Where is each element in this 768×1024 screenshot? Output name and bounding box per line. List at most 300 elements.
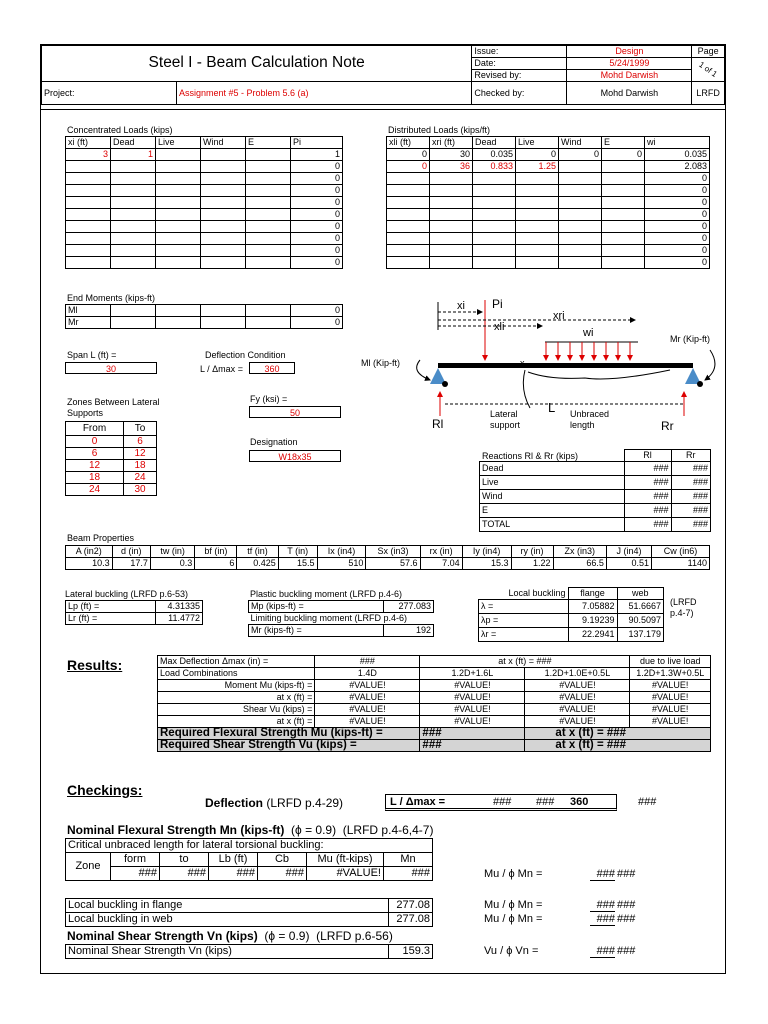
def-check-ref: (LRFD p.4-29) [266,796,344,810]
table-cell [201,161,246,173]
table-cell [430,257,473,269]
beam-table [65,545,710,570]
table-cell [246,209,291,221]
zt-value: ### [160,867,209,881]
table-cell: 90.5097 [617,614,664,628]
reactions-table [479,449,711,532]
table-cell: 24 [124,472,157,484]
table-cell [387,221,430,233]
table-cell [156,257,201,269]
def-check-label: Deflection [205,796,264,810]
beam-value: 0.3 [150,558,194,570]
deflection-check-box [385,794,617,811]
combo-col: 1.4D [315,668,420,680]
table-cell [559,209,602,221]
local-header: flange [568,588,617,600]
result-cell: at x (ft) = [182,692,315,704]
dist-title: Distributed Loads (kips/ft) [388,125,491,135]
table-cell [387,197,430,209]
revised-value: Mohd Darwish [567,70,692,82]
mu-ratio-out: ### [617,868,636,880]
local-title: Local buckling [508,587,566,598]
table-cell: TOTAL [480,518,625,532]
zt-value: ### [111,867,160,881]
table-cell: ### [624,476,671,490]
table-cell [602,185,645,197]
beam-header: Cw (in6) [652,546,710,558]
table-cell [156,185,201,197]
table-cell [66,233,111,245]
table-cell: 0 [645,233,710,245]
table-cell [66,245,111,257]
table-cell: ### [624,504,671,518]
table-cell: 0.833 [473,161,516,173]
shear-ref: (LRFD p.6-56) [316,929,393,943]
beam-value: 510 [317,558,366,570]
table-cell: E [480,504,625,518]
beam-header: rx (in) [420,546,462,558]
table-cell: 137.179 [617,628,664,642]
web-check-label: Local buckling in web [66,913,389,927]
mu-flange-out: ### [617,899,636,911]
table-cell: λp = [479,614,569,628]
table-cell: 0.035 [473,149,516,161]
conc-header: Dead [111,137,156,149]
table-cell [111,245,156,257]
table-cell [201,257,246,269]
lateral-table [65,600,203,625]
table-cell [246,221,291,233]
dist-header: Dead [473,137,516,149]
table-cell [387,173,430,185]
mp-label: Mp (kips-ft) = [249,601,384,613]
table-cell: 0 [645,185,710,197]
table-cell: 0 [291,245,343,257]
span-input[interactable]: 30 [65,362,157,374]
table-cell: 0 [291,173,343,185]
vu-ratio-value: ### [590,945,615,958]
header-divider [41,109,725,110]
diag-rr: Rr [661,419,674,433]
table-cell [387,257,430,269]
em-value: 0 [291,305,343,317]
table-cell: 12 [66,460,124,472]
beam-value: 15.3 [462,558,511,570]
table-cell [387,233,430,245]
lateral-title: Lateral buckling (LRFD p.6-53) [65,589,189,599]
diag-mr: Mr (Kip-ft) [670,334,710,344]
maxdef-label: Max Deflection Δmax (in) = [158,656,315,668]
table-cell: Dead [480,462,625,476]
table-cell [201,197,246,209]
table-cell: λr = [479,628,569,642]
diag-xi: xi [457,300,465,312]
date-label: Date: [472,58,567,70]
dist-header: Wind [559,137,602,149]
table-cell: 0 [645,257,710,269]
revised-label: Revised by: [472,70,567,82]
table-cell: 0 [645,209,710,221]
table-cell [66,209,111,221]
deflection-input[interactable]: 360 [249,362,295,374]
plastic-title: Plastic buckling moment (LRFD p.4-6) [250,589,403,599]
dist-header: xri (ft) [430,137,473,149]
table-cell [559,233,602,245]
mu-flange-value: ### [590,899,615,912]
table-cell: ### [624,490,671,504]
table-cell [473,197,516,209]
table-cell [111,185,156,197]
em-label: Mr [66,317,111,329]
date-value: 5/24/1999 [567,58,692,70]
designation-label: Designation [250,437,298,447]
table-cell [156,233,201,245]
table-cell [66,161,111,173]
mu-web-out: ### [617,913,636,925]
table-cell [111,209,156,221]
table-cell [430,233,473,245]
results-title: Results: [67,657,123,673]
conc-header: xi (ft) [66,137,111,149]
result-cell: #VALUE! [420,704,525,716]
mu-ratio-label: Mu / ϕ Mn = [484,868,543,880]
table-cell: 2.083 [645,161,710,173]
def-out: ### [638,796,657,808]
table-cell [66,257,111,269]
beam-value: 57.6 [366,558,420,570]
table-cell: ### [624,518,671,532]
issue-label: Issue: [472,46,567,58]
table-cell [602,245,645,257]
table-cell [201,149,246,161]
table-cell [66,185,111,197]
zt-header: to [160,853,209,867]
table-cell [430,197,473,209]
table-cell [473,185,516,197]
table-cell [246,233,291,245]
mp-value: 277.083 [384,601,434,613]
table-cell [516,221,559,233]
table-cell [473,173,516,185]
table-cell [156,197,201,209]
table-cell [156,209,201,221]
req-flex-label: Required Flexural Strength Mu (kips-ft) = [158,728,420,740]
table-cell: ### [671,504,711,518]
table-cell [387,185,430,197]
lr-value: 11.4772 [156,613,203,625]
def-box-v3: 360 [570,796,589,808]
beam-header: d (in) [112,546,150,558]
def-box-v2: ### [536,796,555,808]
table-cell [602,209,645,221]
table-cell: 12 [124,448,157,460]
result-cell: #VALUE! [525,692,630,704]
zones-header: From [66,422,124,436]
req-flex-x: at x (ft) = ### [525,728,711,740]
zt-header: Cb [258,853,307,867]
table-cell: ### [624,462,671,476]
beam-value: 6 [195,558,237,570]
beam-header: A (in2) [66,546,113,558]
table-cell [559,257,602,269]
deflection-check [205,796,343,810]
table-cell [559,197,602,209]
table-cell [201,173,246,185]
beam-header: Iy (in4) [462,546,511,558]
table-cell [602,173,645,185]
table-cell [559,161,602,173]
zt-value: ### [209,867,258,881]
flange-check-value: 277.08 [389,899,433,913]
table-cell [516,197,559,209]
limiting-title: Limiting buckling moment (LRFD p.4-6) [249,613,434,625]
lp-label: Lp (ft) = [66,601,156,613]
table-cell: 0 [387,161,430,173]
req-shear-label: Required Shear Strength Vu (kips) = [158,740,420,752]
result-cell: #VALUE! [525,716,630,728]
mu-web-label: Mu / ϕ Mn = [484,913,543,925]
maxdef-due: due to live load [630,656,711,668]
table-cell: 30 [124,484,157,496]
table-cell: 0 [291,257,343,269]
table-cell [516,245,559,257]
checked-label: Checked by: [472,82,567,105]
table-cell: 0 [602,149,645,161]
table-cell [66,173,111,185]
zt-value: ### [258,867,307,881]
diag-L: L [548,400,556,415]
table-cell [559,221,602,233]
vu-ratio-out: ### [617,945,636,957]
table-cell: 9.19239 [568,614,617,628]
beam-value: 7.04 [420,558,462,570]
em-label: Ml [66,305,111,317]
table-cell [430,209,473,221]
beam-header: Ix (in4) [317,546,366,558]
plastic-table [248,600,434,637]
table-cell: 0 [291,221,343,233]
diag-wi: wi [583,327,594,339]
shear-heading [67,929,393,943]
conc-header: Live [156,137,201,149]
table-cell [66,197,111,209]
beam-header: J (in4) [606,546,651,558]
table-cell: 0 [291,161,343,173]
em-value: 0 [291,317,343,329]
local-ref: (LRFD p.4-7) [670,597,697,618]
flex-phi: (ϕ = 0.9) [291,823,337,837]
table-cell [111,233,156,245]
reactions-header: Rl [624,450,671,462]
beam-header: Zx (in3) [553,546,606,558]
mu-flange-label: Mu / ϕ Mn = [484,899,543,911]
checked-value: Mohd Darwish [567,82,692,105]
table-cell [246,161,291,173]
table-cell: Live [480,476,625,490]
table-cell [246,197,291,209]
beam-header: T (in) [278,546,317,558]
conc-header: Wind [201,137,246,149]
table-cell: 1.25 [516,161,559,173]
code-value: LRFD [692,82,725,105]
table-cell [246,173,291,185]
combo-col: 1.2D+1.6L [420,668,525,680]
table-cell [559,185,602,197]
table-cell: 0 [66,436,124,448]
conc-header: E [246,137,291,149]
table-cell [111,173,156,185]
web-check-value: 277.08 [389,913,433,927]
beam-value: 0.51 [606,558,651,570]
beam-header: tf (in) [237,546,278,558]
checkings-title: Checkings: [67,782,143,798]
combo-col: 1.2D+1.3W+0.5L [630,668,711,680]
result-cell: Moment Mu (kips-ft) = [182,680,315,692]
dist-header: wi [645,137,710,149]
vn-value: 159.3 [389,945,433,959]
beam-header: tw (in) [150,546,194,558]
fy-label: Fy (ksi) = [250,394,288,404]
zt-header: form [111,853,160,867]
table-cell [430,185,473,197]
zt-header: Mu (ft-kips) [307,853,384,867]
table-cell [473,221,516,233]
table-cell [602,233,645,245]
table-cell [156,245,201,257]
combo-col: 1.2D+1.0E+0.5L [525,668,630,680]
result-cell: #VALUE! [630,680,711,692]
table-cell [246,185,291,197]
result-cell: #VALUE! [630,704,711,716]
table-cell: 0 [559,149,602,161]
mr-label: Mr (kips-ft) = [249,625,384,637]
vn-label: Nominal Shear Strength Vn (kips) [66,945,389,959]
result-cell: at x (ft) = [182,716,315,728]
conc-title: Concentrated Loads (kips) [67,125,173,135]
table-cell [516,233,559,245]
table-cell: 24 [66,484,124,496]
table-cell [201,245,246,257]
table-cell [201,185,246,197]
table-cell [516,173,559,185]
table-cell: ### [671,490,711,504]
table-cell: 0 [516,149,559,161]
mu-web-value: ### [590,913,615,926]
result-cell: #VALUE! [420,692,525,704]
fy-input[interactable]: 50 [249,406,341,418]
table-cell [201,221,246,233]
table-cell [602,197,645,209]
table-cell [66,221,111,233]
table-cell [559,173,602,185]
table-cell: Wind [480,490,625,504]
beam-value: 15.5 [278,558,317,570]
mr-value: 192 [384,625,434,637]
table-cell [156,161,201,173]
endmoments-title: End Moments (kips-ft) [67,293,156,303]
zones-header: To [124,422,157,436]
flex-ref: (LRFD p.4-6,4-7) [342,823,434,837]
table-cell [430,173,473,185]
beam-value: 1140 [652,558,710,570]
beam-diagram [350,290,720,440]
table-cell: 18 [124,460,157,472]
deflection-label: Deflection Condition [205,350,286,360]
lp-value: 4.31335 [156,601,203,613]
vu-ratio-label: Vu / ϕ Vn = [484,945,539,957]
table-cell: 0 [291,209,343,221]
table-cell: 0 [387,149,430,161]
diag-unbraced: Unbraced length [570,409,610,430]
table-cell: 0 [645,245,710,257]
table-cell: ### [671,462,711,476]
table-cell [559,245,602,257]
maxdef-value: ### [315,656,420,668]
table-cell: 18 [66,472,124,484]
table-cell [387,245,430,257]
table-cell [602,221,645,233]
local-header: web [617,588,664,600]
table-cell: 1 [111,149,156,161]
table-cell [246,245,291,257]
table-cell [430,221,473,233]
req-shear-value: ### [420,740,525,752]
diag-x: x [520,358,525,368]
diag-pi: Pi [492,297,503,311]
table-cell [201,233,246,245]
zone-check-table [65,838,433,881]
result-cell: #VALUE! [315,680,420,692]
table-cell [246,257,291,269]
req-flex-value: ### [420,728,525,740]
table-cell: 0 [291,185,343,197]
table-cell: 6 [124,436,157,448]
endmoments-table [65,304,343,329]
table-cell: 3 [66,149,111,161]
table-cell: 0 [645,221,710,233]
maxdef-atx: at x (ft) = ### [420,656,630,668]
issue-value: Design [567,46,692,58]
beam-header: Sx (in3) [366,546,420,558]
table-cell: 36 [430,161,473,173]
beam-title: Beam Properties [67,533,135,543]
table-cell: 7.05882 [568,600,617,614]
flange-check-label: Local buckling in flange [66,899,389,913]
table-cell: 0.035 [645,149,710,161]
result-cell: #VALUE! [420,680,525,692]
lr-label: Lr (ft) = [66,613,156,625]
table-cell: ### [671,476,711,490]
table-cell [156,173,201,185]
results-table [157,655,711,752]
table-cell: 22.2941 [568,628,617,642]
def-box-label: L / Δmax = [390,796,446,808]
result-cell: #VALUE! [315,716,420,728]
header-table [41,45,725,105]
dist-table [386,136,710,269]
zt-value: ### [384,867,433,881]
table-cell [602,257,645,269]
result-cell: #VALUE! [630,692,711,704]
table-cell: ### [671,518,711,532]
beam-value: 66.5 [553,558,606,570]
mu-ratio-value: ### [590,868,615,881]
table-cell: 30 [430,149,473,161]
beam-header: ry (in) [511,546,553,558]
page-value: 1 of 1 [697,60,719,79]
table-cell [473,257,516,269]
designation-input[interactable]: W18x35 [249,450,341,462]
